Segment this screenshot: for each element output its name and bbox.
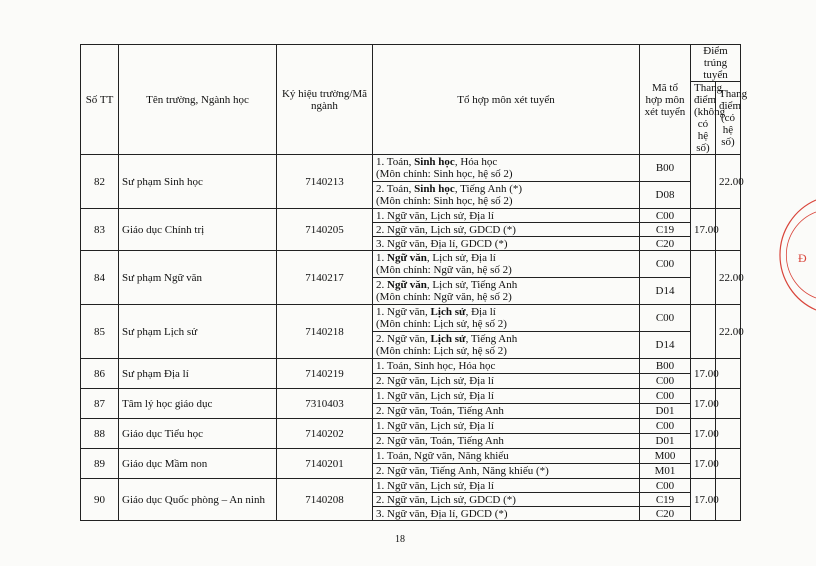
row-number: 88: [81, 419, 119, 449]
combination-text-rest: , Tiếng Anh: [465, 333, 518, 345]
combination-text: 2. Toán,: [376, 183, 415, 195]
major-name: Tâm lý học giáo dục: [119, 389, 277, 419]
combination-text: 1. Ngữ văn, Lịch sử, Địa lí: [376, 390, 494, 402]
table-row: [81, 419, 741, 434]
table-body: [81, 155, 744, 521]
combination-code: C00: [640, 374, 691, 389]
table-row: [81, 251, 741, 278]
combination-code: C00: [640, 209, 691, 223]
score-unweighted: [691, 251, 716, 305]
combination-code: M00: [640, 449, 691, 464]
combination-code: C20: [640, 507, 691, 521]
major-code: 7140205: [277, 209, 373, 251]
header-combo: Tổ hợp môn xét tuyển: [373, 45, 640, 155]
combination-code: M01: [640, 464, 691, 479]
combination-text: 1. Ngữ văn,: [376, 306, 431, 318]
score-weighted: 22.00: [716, 305, 741, 359]
combination-code: B00: [640, 155, 691, 182]
major-name: Sư phạm Lịch sử: [119, 305, 277, 359]
header-score-unweighted: Thang điểm (không có hệ số): [691, 82, 716, 155]
row-number: 83: [81, 209, 119, 251]
subject-combination: [373, 251, 640, 278]
main-subject: Lịch sử: [430, 333, 466, 345]
score-unweighted: 17.00: [691, 389, 716, 419]
table-row: [81, 305, 741, 332]
subject-combination: [373, 332, 640, 359]
combination-text: 1. Ngữ văn, Lịch sử, Địa lí: [376, 209, 494, 222]
combination-text: 2. Ngữ văn, Lịch sử, GDCD (*): [376, 493, 516, 506]
combination-code: C20: [640, 237, 691, 251]
admission-score-table: [80, 44, 748, 521]
main-subject-note: (Môn chính: Ngữ văn, hệ số 2): [376, 264, 512, 276]
subject-combination: [373, 389, 640, 404]
combination-text: 3. Ngữ văn, Địa lí, GDCD (*): [376, 507, 508, 520]
subject-combination: [373, 419, 640, 434]
row-number: 84: [81, 251, 119, 305]
main-subject-note: (Môn chính: Ngữ văn, hệ số 2): [376, 291, 512, 303]
combination-code: D01: [640, 404, 691, 419]
score-unweighted: 17.00: [691, 449, 716, 479]
score-unweighted: [691, 155, 716, 209]
subject-combination: [373, 359, 640, 374]
major-name: Sư phạm Ngữ văn: [119, 251, 277, 305]
table-row: [81, 389, 741, 404]
score-weighted: [716, 389, 741, 419]
score-weighted: [716, 449, 741, 479]
major-name: Giáo dục Quốc phòng – An ninh: [119, 479, 277, 521]
major-name: Giáo dục Mầm non: [119, 449, 277, 479]
red-seal-stamp-fragment: [776, 200, 816, 310]
table-row: [81, 479, 741, 493]
score-weighted: [716, 419, 741, 449]
main-subject: Ngữ văn: [387, 252, 427, 264]
row-number: 86: [81, 359, 119, 389]
subject-combination: [373, 479, 640, 493]
subject-combination: [373, 449, 640, 464]
score-unweighted: 17.00: [691, 209, 716, 251]
combination-code: C00: [640, 389, 691, 404]
combination-code: C00: [640, 479, 691, 493]
combination-text: 2. Ngữ văn, Lịch sử, Địa lí: [376, 375, 494, 387]
combination-text: 1. Ngữ văn, Lịch sử, Địa lí: [376, 420, 494, 432]
subject-combination: [373, 237, 640, 251]
header-school: Tên trường, Ngành học: [119, 45, 277, 155]
table-row: [81, 359, 741, 374]
combination-text: 1. Toán, Ngữ văn, Năng khiếu: [376, 450, 509, 462]
table-header: [81, 45, 748, 155]
combination-text: 2. Ngữ văn,: [376, 333, 431, 345]
table-row: [81, 209, 741, 223]
combination-text: 2. Ngữ văn, Tiếng Anh, Năng khiếu (*): [376, 465, 549, 477]
score-weighted: [716, 479, 741, 521]
subject-combination: [373, 374, 640, 389]
combination-text: 2. Ngữ văn, Toán, Tiếng Anh: [376, 405, 504, 417]
row-number: 89: [81, 449, 119, 479]
major-name: Giáo dục Tiểu học: [119, 419, 277, 449]
score-unweighted: 17.00: [691, 359, 716, 389]
combination-code: D14: [640, 278, 691, 305]
main-subject: Sinh học: [414, 156, 455, 168]
major-code: 7140201: [277, 449, 373, 479]
combination-text: 2.: [376, 279, 387, 291]
row-number: 90: [81, 479, 119, 521]
page-number: 18: [395, 534, 405, 545]
combination-text: 3. Ngữ văn, Địa lí, GDCD (*): [376, 237, 508, 250]
major-code: 7140218: [277, 305, 373, 359]
subject-combination: [373, 434, 640, 449]
combination-code: D14: [640, 332, 691, 359]
subject-combination: [373, 464, 640, 479]
major-name: Sư phạm Địa lí: [119, 359, 277, 389]
subject-combination: [373, 507, 640, 521]
header-combo-code: Mã tổ hợp môn xét tuyển: [640, 45, 691, 155]
combination-code: B00: [640, 359, 691, 374]
subject-combination: [373, 209, 640, 223]
combination-text-rest: , Lịch sử, Địa lí: [426, 252, 496, 264]
svg-text:Đ: Đ: [798, 251, 807, 265]
major-code: 7140202: [277, 419, 373, 449]
combination-text-rest: , Tiếng Anh (*): [454, 183, 523, 195]
combination-code: C19: [640, 493, 691, 507]
major-code: 7140219: [277, 359, 373, 389]
combination-text: 1. Toán, Sinh học, Hóa học: [376, 360, 496, 372]
table-row: [81, 155, 741, 182]
main-subject: Ngữ văn: [387, 279, 427, 291]
combination-text-rest: , Hóa học: [454, 156, 498, 168]
combination-text: 1. Ngữ văn, Lịch sử, Địa lí: [376, 479, 494, 492]
table-row: [81, 449, 741, 464]
subject-combination: [373, 223, 640, 237]
score-weighted: 22.00: [716, 155, 741, 209]
score-unweighted: 17.00: [691, 479, 716, 521]
major-code: 7310403: [277, 389, 373, 419]
major-code: 7140208: [277, 479, 373, 521]
main-subject-note: (Môn chính: Lịch sử, hệ số 2): [376, 318, 507, 330]
combination-code: C19: [640, 223, 691, 237]
score-weighted: [716, 359, 741, 389]
combination-text: 1. Toán,: [376, 156, 415, 168]
header-score-group: Điểm trúng tuyển: [691, 45, 741, 82]
combination-code: C00: [640, 419, 691, 434]
combination-text: 1.: [376, 252, 387, 264]
major-code: 7140213: [277, 155, 373, 209]
subject-combination: [373, 182, 640, 209]
header-stt: Số TT: [81, 45, 119, 155]
main-subject-note: (Môn chính: Sinh học, hệ số 2): [376, 195, 513, 207]
score-weighted: 22.00: [716, 251, 741, 305]
subject-combination: [373, 278, 640, 305]
score-weighted: [716, 209, 741, 251]
combination-text: 2. Ngữ văn, Toán, Tiếng Anh: [376, 435, 504, 447]
main-subject: Sinh học: [414, 183, 455, 195]
subject-combination: [373, 493, 640, 507]
combination-code: D01: [640, 434, 691, 449]
combination-code: D08: [640, 182, 691, 209]
combination-text: 2. Ngữ văn, Lịch sử, GDCD (*): [376, 223, 516, 236]
subject-combination: [373, 155, 640, 182]
subject-combination: [373, 305, 640, 332]
score-unweighted: [691, 305, 716, 359]
main-subject-note: (Môn chính: Lịch sử, hệ số 2): [376, 345, 507, 357]
major-name: Sư phạm Sinh học: [119, 155, 277, 209]
combination-code: C00: [640, 251, 691, 278]
score-unweighted: 17.00: [691, 419, 716, 449]
row-number: 87: [81, 389, 119, 419]
combination-text-rest: , Địa lí: [465, 306, 496, 318]
major-name: Giáo dục Chính trị: [119, 209, 277, 251]
combination-text-rest: , Lịch sử, Tiếng Anh: [426, 279, 518, 291]
main-subject-note: (Môn chính: Sinh học, hệ số 2): [376, 168, 513, 180]
header-score-weighted: Thang điểm (có hệ số): [716, 82, 741, 155]
header-code: Ký hiệu trường/Mã ngành: [277, 45, 373, 155]
main-subject: Lịch sử: [430, 306, 466, 318]
row-number: 85: [81, 305, 119, 359]
row-number: 82: [81, 155, 119, 209]
subject-combination: [373, 404, 640, 419]
combination-code: C00: [640, 305, 691, 332]
major-code: 7140217: [277, 251, 373, 305]
